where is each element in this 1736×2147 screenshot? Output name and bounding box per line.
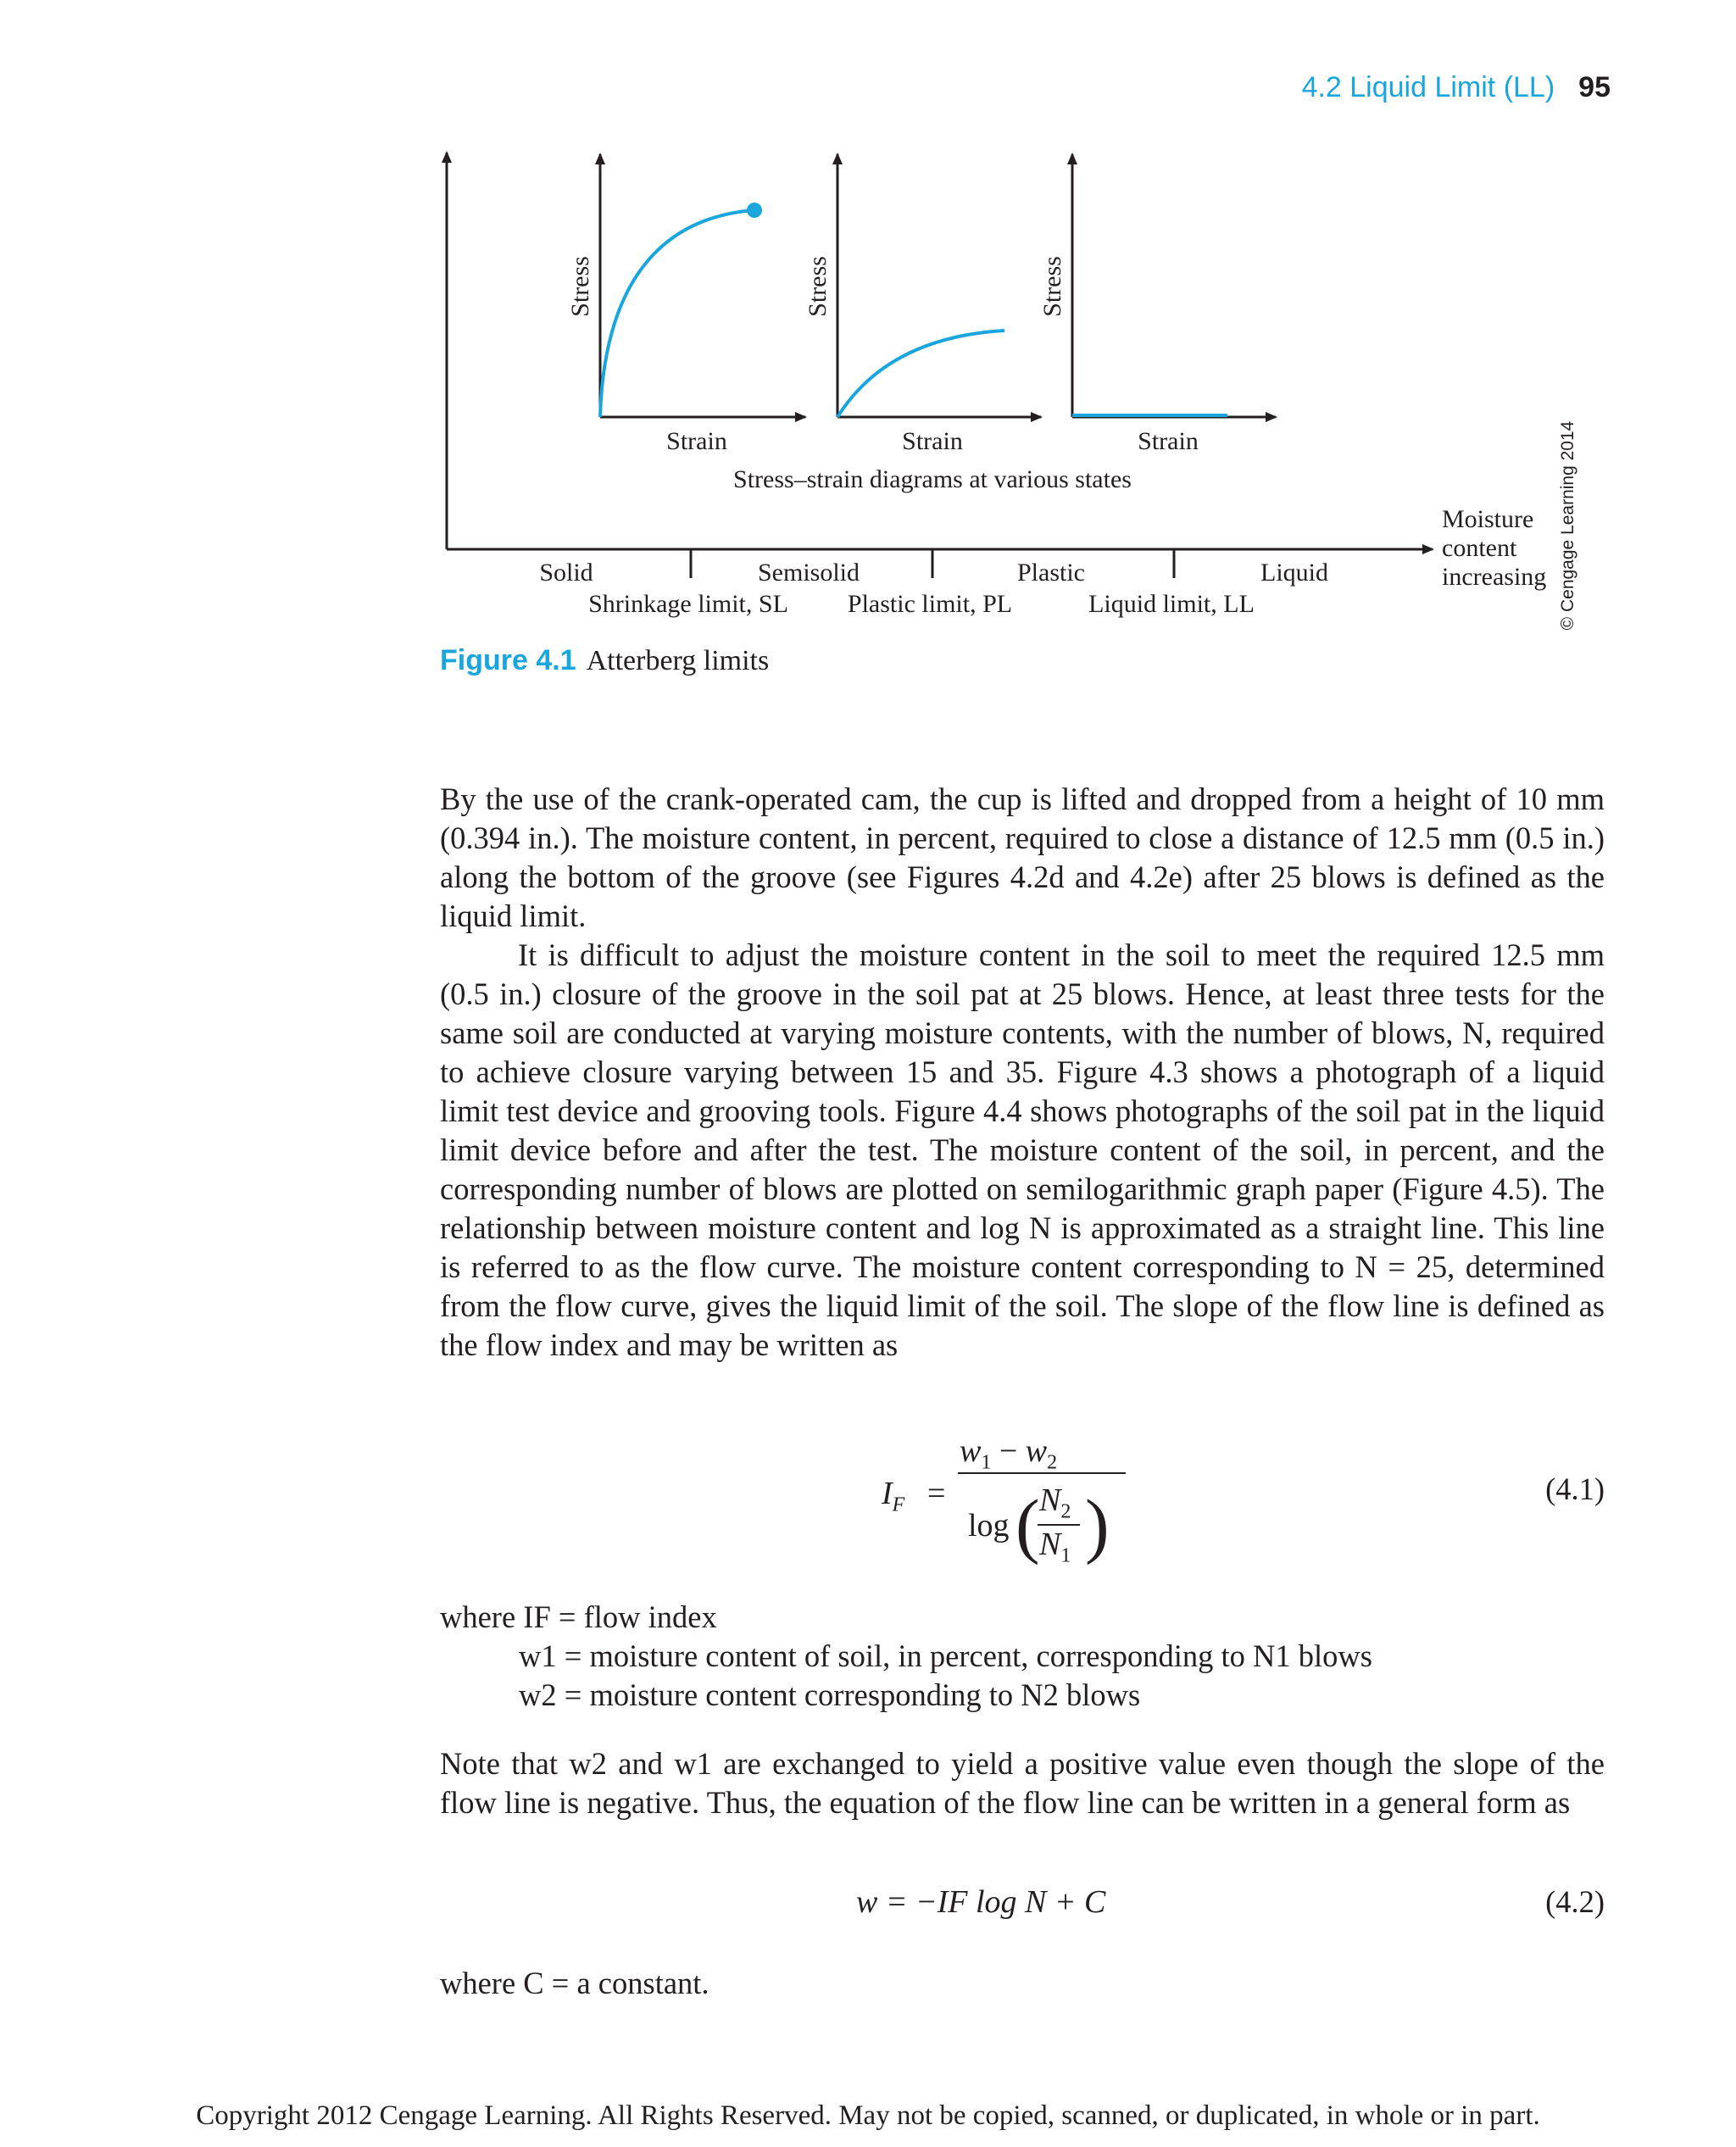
where-w1: w1 = moisture content of soil, in percent, corresponding to N1 blows xyxy=(519,1638,1372,1673)
semisolid-curve xyxy=(837,331,1004,417)
moisture-label-line-2: content xyxy=(1442,534,1517,562)
stress-label-2: Stress xyxy=(804,256,832,317)
plastic-limit-label: Plastic limit, PL xyxy=(847,590,1013,618)
copyright-footer: Copyright 2012 Cengage Learning. All Rights Reserved. May not be copied, scanned, or duplicated, in whole or in part. xyxy=(196,2100,1540,2131)
figure-credit: © Cengage Learning 2014 xyxy=(1558,420,1577,631)
failure-point xyxy=(747,203,762,218)
where-w2: w2 = moisture content corresponding to N2 blows xyxy=(519,1677,1141,1712)
shrinkage-limit-label: Shrinkage limit, SL xyxy=(588,590,788,618)
equation-4-2: w = −IF log N + C xyxy=(856,1884,1106,1920)
paragraph-2: It is difficult to adjust the moisture content in the soil to meet the required 12.5 mm (0.5 in.) closure of the groove in the soil pat at 25 blows. Hence, at least three tests for the same soil are conducted at varying moisture contents, with the number of blows, N, required to achieve closure varying between 15 and 35. Figure 4.3 shows a photograph of a liquid limit test device and grooving tools. Figure 4.4 shows photographs of the soil pat in the liquid limit device before and after the test. The moisture content of the soil, in percent, and the corresponding number of blows are plotted on semilogarithmic graph paper (Figure 4.5). The relationship between moisture content and log N is approximated as a straight line. This line is referred to as the flow curve. The moisture content corresponding to N = 25, determined from the flow curve, gives the liquid limit of the soil. The slope of the flow line is defined as the flow index and may be written as xyxy=(440,937,1605,1362)
equation-number-4-1: (4.1) xyxy=(1545,1471,1605,1506)
section-title: 4.2 Liquid Limit (LL) xyxy=(1301,71,1555,103)
paragraph-1: By the use of the crank-operated cam, the cup is lifted and dropped from a height of 10 mm (0.394 in.). The moisture content, in percent, required to close a distance of 12.5 mm (0.5 in.) along the bottom of the groove (see Figures 4.2d and 4.2e) after 25 blows is defined as the liquid limit. xyxy=(440,781,1605,933)
paragraph-3: Note that w2 and w1 are exchanged to yield a positive value even though the slope of the flow line is negative. Thus, the equation of the flow line can be written in a general form as xyxy=(440,1746,1605,1820)
liquid-limit-label: Liquid limit, LL xyxy=(1088,590,1255,618)
stress-label-1: Stress xyxy=(566,256,594,317)
state-liquid: Liquid xyxy=(1260,559,1328,587)
figure-caption-text: Atterberg limits xyxy=(586,645,770,676)
figure-caption xyxy=(440,644,769,677)
where-constant: where C = a constant. xyxy=(440,1966,709,2000)
figure-caption-label: Figure 4.1 xyxy=(440,644,576,676)
diagrams-caption: Stress–strain diagrams at various states xyxy=(733,465,1132,493)
strain-label-1: Strain xyxy=(666,427,727,455)
equation-4-1: $I_F$ = $w_1 - w_2$ log ( $N_2$ $N_1$ ) xyxy=(882,1432,1119,1568)
moisture-label-line-1: Moisture xyxy=(1442,505,1534,533)
state-plastic: Plastic xyxy=(1017,559,1085,587)
stress-label-3: Stress xyxy=(1038,256,1066,317)
where-flow-index: where IF = flow index xyxy=(440,1599,717,1634)
strain-label-3: Strain xyxy=(1138,427,1199,455)
state-solid: Solid xyxy=(539,559,593,587)
page-number: 95 xyxy=(1578,71,1611,103)
atterberg-figure xyxy=(0,0,1736,644)
moisture-label-line-3: increasing xyxy=(1442,563,1547,591)
strain-label-2: Strain xyxy=(902,427,963,455)
solid-curve xyxy=(600,210,754,417)
state-semisolid: Semisolid xyxy=(757,559,860,587)
equation-number-4-2: (4.2) xyxy=(1545,1884,1605,1919)
